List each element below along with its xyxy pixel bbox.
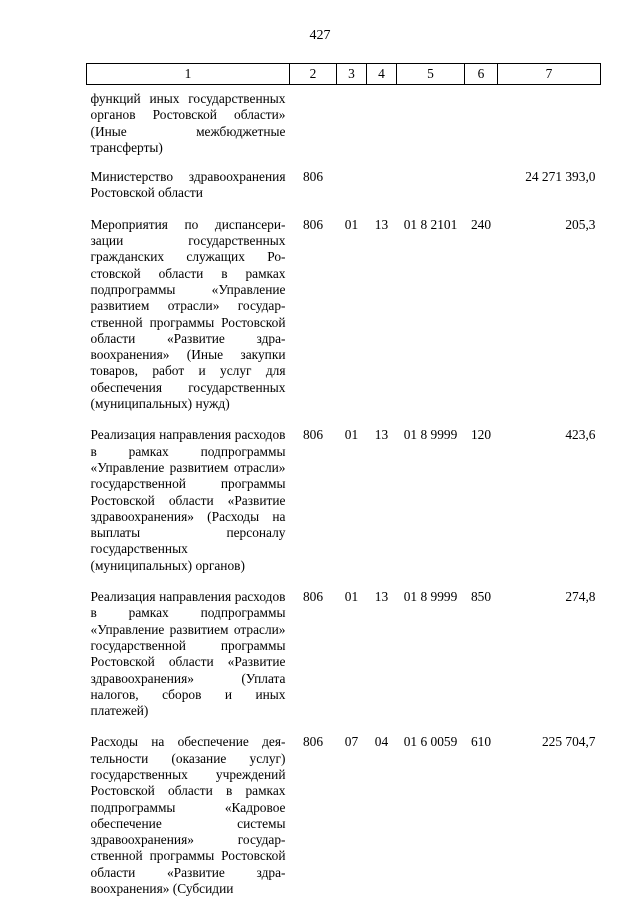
- row-target-code: [397, 85, 465, 167]
- row-section: 01: [344, 216, 359, 232]
- row-subsection: 04: [374, 734, 389, 750]
- table-row: [87, 85, 601, 167]
- row-expense-type: 850: [470, 589, 492, 605]
- row-amount: 225 704,7: [541, 734, 596, 750]
- row-subsection: [367, 166, 397, 214]
- row-ministry-code: 806: [302, 169, 324, 185]
- row-description: функций иных государственных органов Ростовской области» (Иные межбюджетные трансферты): [90, 91, 286, 155]
- row-amount: [498, 85, 601, 167]
- row-ministry-code: 806: [302, 734, 324, 750]
- row-section: [337, 166, 367, 214]
- header-col-1: 1: [87, 64, 290, 85]
- row-description: Министерство здравоохранения Ростовской области: [90, 169, 286, 201]
- row-expense-type: 240: [470, 216, 492, 232]
- header-col-3: 3: [337, 64, 367, 85]
- header-col-4: 4: [367, 64, 397, 85]
- row-expense-type: 610: [470, 734, 492, 750]
- row-amount: 274,8: [565, 589, 596, 605]
- row-amount: 423,6: [565, 427, 596, 443]
- row-amount: 205,3: [565, 216, 596, 232]
- row-description: Мероприятия по диспансеризации государственных гражданских служащих Ростовской области в рамках подпрограммы «Управление развитием отрасли» государственной программы Ростовской области «Развитие здравоохранения» (Иные закупки товаров, работ и услуг для обеспечения государственных (муниципальных) нужд): [90, 216, 286, 412]
- row-section: [337, 85, 367, 167]
- row-subsection: 13: [374, 216, 389, 232]
- row-target-code: [397, 166, 465, 214]
- budget-table: [86, 63, 601, 909]
- table-header-row: [87, 64, 601, 85]
- row-expense-type: [465, 166, 498, 214]
- table-row: [87, 731, 601, 909]
- row-expense-type: 120: [470, 427, 492, 443]
- row-description: Реализация направления расходов в рамках подпрограммы «Управление развитием отрасли» государственной программы Ростовской области «Развитие здравоохранения» (Расходы на выплаты персоналу государственных (муниципальных) органов): [90, 427, 286, 573]
- row-description: Расходы на обеспечение деятельности (оказание услуг) государственных учреждений Ростовской области в рамках подпрограммы «Кадровое обеспечение системы здравоохранения» государственной программы Ростовской области «Развитие здравоохранения» (Субсидии: [90, 734, 286, 897]
- row-section: 07: [344, 734, 359, 750]
- row-expense-type: [465, 85, 498, 167]
- header-col-2: 2: [290, 64, 337, 85]
- table-row: [87, 214, 601, 425]
- header-col-5: 5: [397, 64, 465, 85]
- header-col-6: 6: [465, 64, 498, 85]
- row-ministry-code: 806: [302, 427, 324, 443]
- table-row: [87, 166, 601, 214]
- row-target-code: 01 8 9999: [403, 427, 458, 443]
- header-col-7: 7: [498, 64, 601, 85]
- row-amount: 24 271 393,0: [525, 169, 596, 185]
- row-section: 01: [344, 427, 359, 443]
- row-subsection: 13: [374, 589, 389, 605]
- page-number: 427: [309, 28, 331, 43]
- table-row: [87, 586, 601, 731]
- row-ministry-code: [290, 85, 337, 167]
- row-ministry-code: 806: [302, 589, 324, 605]
- row-target-code: 01 6 0059: [403, 734, 458, 750]
- row-target-code: 01 8 2101: [403, 216, 458, 232]
- table-row: [87, 424, 601, 586]
- row-subsection: 13: [374, 427, 389, 443]
- row-description: Реализация направления расходов в рамках подпрограммы «Управление развитием отрасли» государственной программы Ростовской области «Развитие здравоохранения» (Уплата налогов, сборов и иных платежей): [90, 589, 286, 719]
- row-target-code: 01 8 9999: [403, 589, 458, 605]
- row-ministry-code: 806: [302, 216, 324, 232]
- row-section: 01: [344, 589, 359, 605]
- row-subsection: [367, 85, 397, 167]
